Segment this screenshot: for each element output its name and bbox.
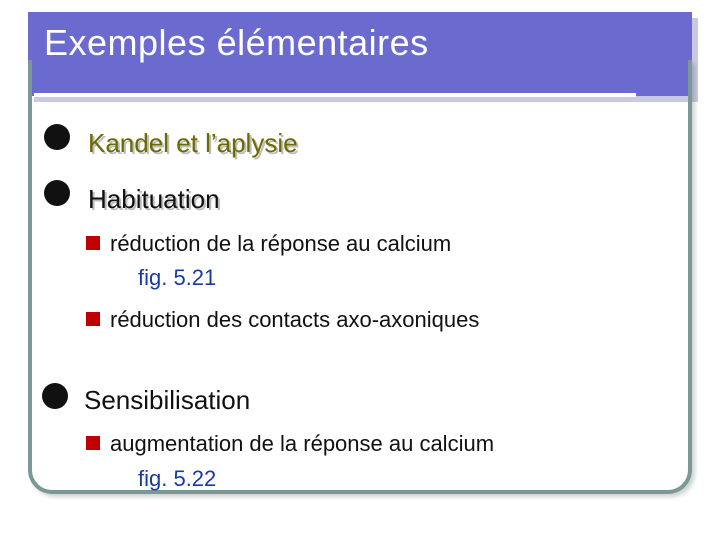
item-kandel: Kandel et l’aplysie [88, 128, 298, 158]
bullet-square-icon [86, 236, 100, 250]
figure-ref-5-22: fig. 5.22 [138, 466, 217, 491]
subitem-sensibilisation-1: augmentation de la réponse au calcium [110, 431, 495, 456]
bullet-disc-icon [44, 124, 70, 150]
subitem-habituation-2: réduction des contacts axo-axoniques [110, 307, 480, 332]
bullet-disc-icon [44, 180, 70, 206]
bullet-square-icon [86, 436, 100, 450]
item-sensibilisation: Sensibilisation [84, 385, 251, 415]
figure-ref-5-21: fig. 5.21 [138, 265, 217, 290]
bullet-disc-icon [42, 383, 68, 409]
slide-title: Exemples élémentaires [44, 22, 429, 63]
item-habituation: Habituation [88, 184, 220, 214]
bullet-square-icon [86, 312, 100, 326]
subitem-habituation-1: réduction de la réponse au calcium [110, 231, 452, 256]
